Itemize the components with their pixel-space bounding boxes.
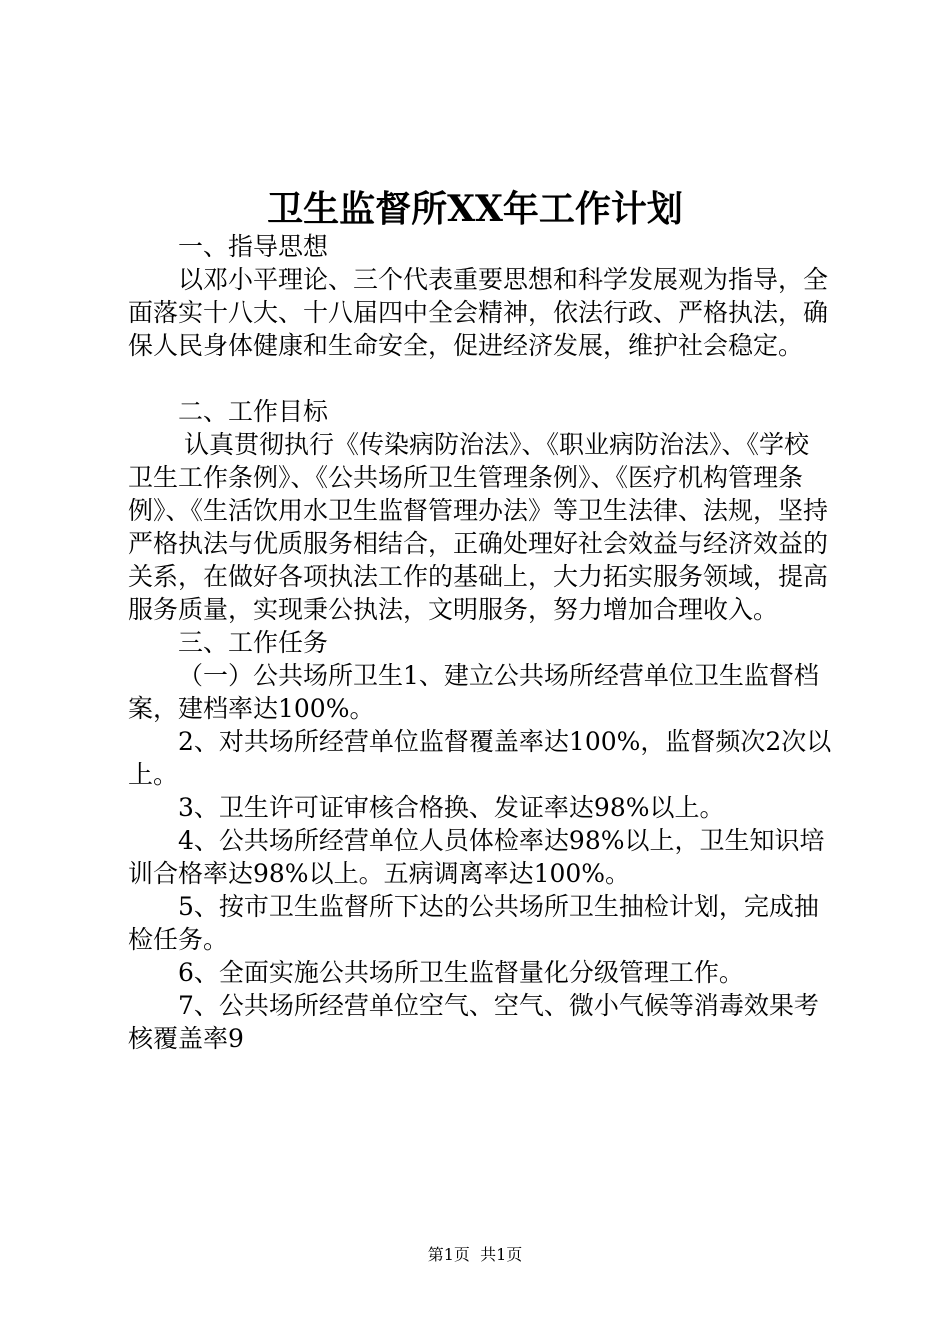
page-footer: 第1页 共1页	[427, 1245, 523, 1264]
task-item: 6、全面实施公共场所卫生监督量化分级管理工作。	[178, 958, 744, 987]
section-heading-work-goals: 二、工作目标	[178, 397, 329, 426]
section-heading-guiding-thought: 一、指导思想	[178, 232, 329, 261]
section-heading-work-tasks: 三、工作任务	[178, 628, 329, 657]
section-paragraph-guiding-thought: 以邓小平理论、三个代表重要思想和科学发展观为指导，全面落实十八大、十八届四中全会精神，依法行政、严格执法，确保人民身体健康和生命安全，促进经济发展，维护社会稳定。	[128, 265, 829, 360]
task-item: 3、卫生许可证审核合格换、发证率达98%以上。	[178, 793, 725, 822]
task-item: 5、按市卫生监督所下达的公共场所卫生抽检计划，完成抽检任务。	[128, 892, 819, 954]
task-item: （一）公共场所卫生1、建立公共场所经营单位卫生监督档案，建档率达100%。	[128, 661, 819, 723]
task-item: 2、对共场所经营单位监督覆盖率达100%，监督频次2次以上。	[128, 727, 832, 789]
section-paragraph-work-goals: 认真贯彻执行《传染病防治法》、《职业病防治法》、《学校卫生工作条例》、《公共场所卫生管理条例》、《医疗机构管理条例》、《生活饮用水卫生监督管理办法》等卫生法律、法规，坚持严格执法与优质服务相结合，正确处理好社会效益与经济效益的关系，在做好各项执法工作的基础上，大力拓实服务领域，提高服务质量，实现秉公执法，文明服务，努力增加合理收入。	[128, 430, 829, 624]
task-item: 4、公共场所经营单位人员体检率达98%以上，卫生知识培训合格率达98%以上。五病调离率达100%。	[128, 826, 825, 888]
document-title: 卫生监督所XX年工作计划	[267, 188, 683, 230]
document-body	[128, 230, 832, 1055]
task-item: 7、公共场所经营单位空气、空气、微小气候等消毒效果考核覆盖率9	[128, 991, 819, 1053]
